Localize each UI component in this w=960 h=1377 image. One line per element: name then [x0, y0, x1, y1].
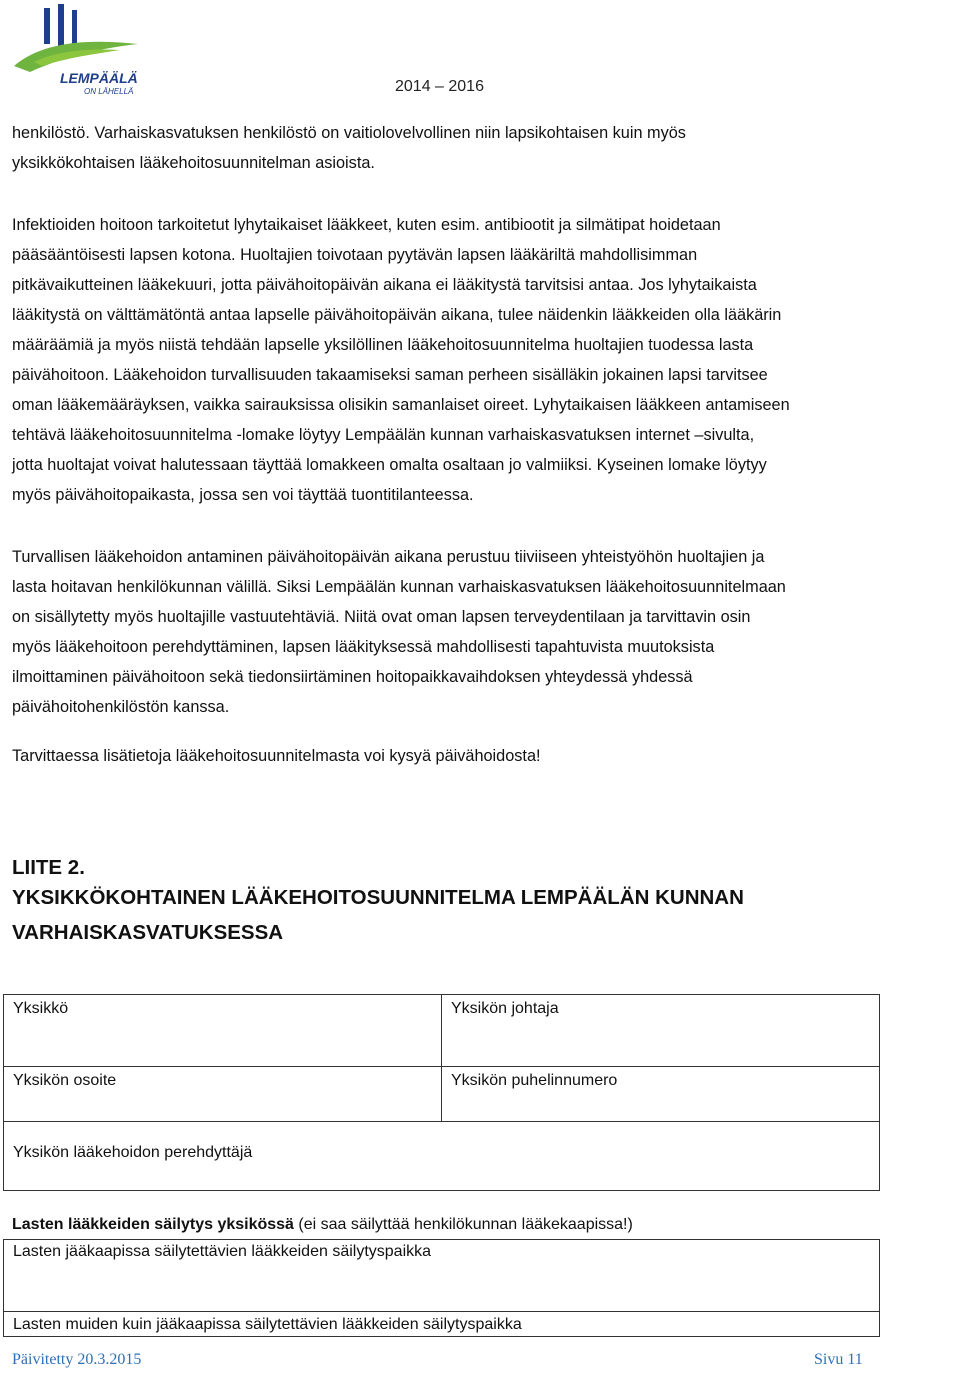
paragraph-4: [12, 741, 952, 771]
row-divider: [4, 1311, 879, 1312]
text-line: Tarvittaessa lisätietoja lääkehoitosuunnitelmasta voi kysyä päivähoidosta!: [12, 747, 541, 765]
column-divider: [441, 995, 442, 1122]
appendix-title-line2: VARHAISKASVATUKSESSA: [12, 921, 284, 944]
appendix-label: LIITE 2.: [12, 856, 85, 879]
fridge-storage-field[interactable]: Lasten jääkaapissa säilytettävien lääkkeiden säilytyspaikka: [13, 1243, 432, 1260]
appendix-title-line1: YKSIKKÖKOHTAINEN LÄÄKEHOITOSUUNNITELMA LEMPÄÄLÄN KUNNAN: [12, 886, 744, 909]
logo-text: LEMPÄÄLÄ: [60, 70, 138, 86]
text-line: määräämiä ja myös niistä tehdään lapselle yksilöllinen lääkehoitosuunnitelma huoltajien tuodessa lasta: [12, 336, 754, 354]
lempaala-logo: [10, 4, 142, 96]
logo-subtext: ON LÄHELLÄ: [84, 87, 134, 96]
unit-info-table: [3, 994, 880, 1191]
storage-title: [12, 1216, 633, 1234]
footer-page-number: Sivu 11: [814, 1351, 863, 1368]
text-line: pitkävaikutteinen lääkekuuri, jotta päivähoitopäivän aikana ei lääkitystä tarvitsisi antaa. Jos lyhytaikaista: [12, 276, 757, 294]
text-line: myös päivähoitopaikasta, jossa sen voi täyttää tuontitilanteessa.: [12, 486, 474, 504]
logo-mark-icon: [14, 4, 138, 72]
text-line: Infektioiden hoitoon tarkoitetut lyhytaikaiset lääkkeet, kuten esim. antibiootit ja silmätipat hoidetaan: [12, 216, 721, 234]
text-line: henkilöstö. Varhaiskasvatuksen henkilöstö on vaitiolovelvollinen niin lapsikohtaisen kuin myös: [12, 124, 686, 142]
unit-phone-field[interactable]: Yksikön puhelinnumero: [451, 1072, 618, 1089]
text-line: päivähoitoon. Lääkehoidon turvallisuuden takaamiseksi saman perheen sisälläkin jokainen lapsi tarvitsee: [12, 366, 768, 384]
paragraph-2: [12, 210, 952, 510]
storage-title-bold: Lasten lääkkeiden säilytys yksikössä: [12, 1216, 294, 1233]
paragraph-3: [12, 542, 952, 722]
unit-field[interactable]: Yksikkö: [13, 1000, 69, 1017]
storage-table: [3, 1239, 880, 1337]
row-divider: [4, 1121, 879, 1122]
text-line: oman lääkemääräyksen, vaikka sairauksissa olisikin samanlaiset oireet. Lyhytaikaisen lääkkeen antamiseen: [12, 396, 790, 414]
text-line: pääsääntöisesti lapsen kotona. Huoltajien toivotaan pyytävän lapsen lääkäriltä mahdollisimman: [12, 246, 698, 264]
text-line: lasta hoitavan henkilökunnan välillä. Siksi Lempäälän kunnan varhaiskasvatuksen lääkehoitosuunnitelmaan: [12, 578, 786, 596]
row-divider: [4, 1066, 879, 1067]
unit-medication-trainer-field[interactable]: Yksikön lääkehoidon perehdyttäjä: [13, 1144, 253, 1161]
text-line: jotta huoltajat voivat halutessaan täyttää lomakkeen omalta osaltaan jo valmiiksi. Kyseinen lomake löytyy: [12, 456, 767, 474]
footer-updated: Päivitetty 20.3.2015: [12, 1351, 142, 1368]
other-storage-field[interactable]: Lasten muiden kuin jääkaapissa säilytettävien lääkkeiden säilytyspaikka: [13, 1316, 522, 1333]
unit-head-field[interactable]: Yksikön johtaja: [451, 1000, 559, 1017]
storage-title-note: (ei saa säilyttää henkilökunnan lääkekaapissa!): [293, 1216, 633, 1233]
text-line: yksikkökohtaisen lääkehoitosuunnitelman asioista.: [12, 154, 375, 172]
header-years: 2014 – 2016: [395, 78, 484, 95]
text-line: Turvallisen lääkehoidon antaminen päivähoitopäivän aikana perustuu tiiviiseen yhteistyöhön huoltajien ja: [12, 548, 765, 566]
text-line: lääkitystä on välttämätöntä antaa lapselle päivähoitopäivän aikana, tulee näidenkin lääkkeiden olla lääkärin: [12, 306, 782, 324]
text-line: päivähoitohenkilöstön kanssa.: [12, 698, 230, 716]
paragraph-1: [12, 118, 952, 178]
text-line: on sisällytetty myös huoltajille vastuutehtäviä. Niitä ovat oman lapsen terveydentilaan ja tarvittavin osin: [12, 608, 751, 626]
unit-address-field[interactable]: Yksikön osoite: [13, 1072, 117, 1089]
text-line: ilmoittaminen päivähoitoon sekä tiedonsiirtäminen hoitopaikkavaihdoksen yhteydessä yhdessä: [12, 668, 693, 686]
text-line: tehtävä lääkehoitosuunnitelma -lomake löytyy Lempäälän kunnan varhaiskasvatuksen internet –sivulta,: [12, 426, 755, 444]
text-line: myös lääkehoitoon perehdyttäminen, lapsen lääkityksessä mahdollisesti tapahtuvista muutoksista: [12, 638, 715, 656]
